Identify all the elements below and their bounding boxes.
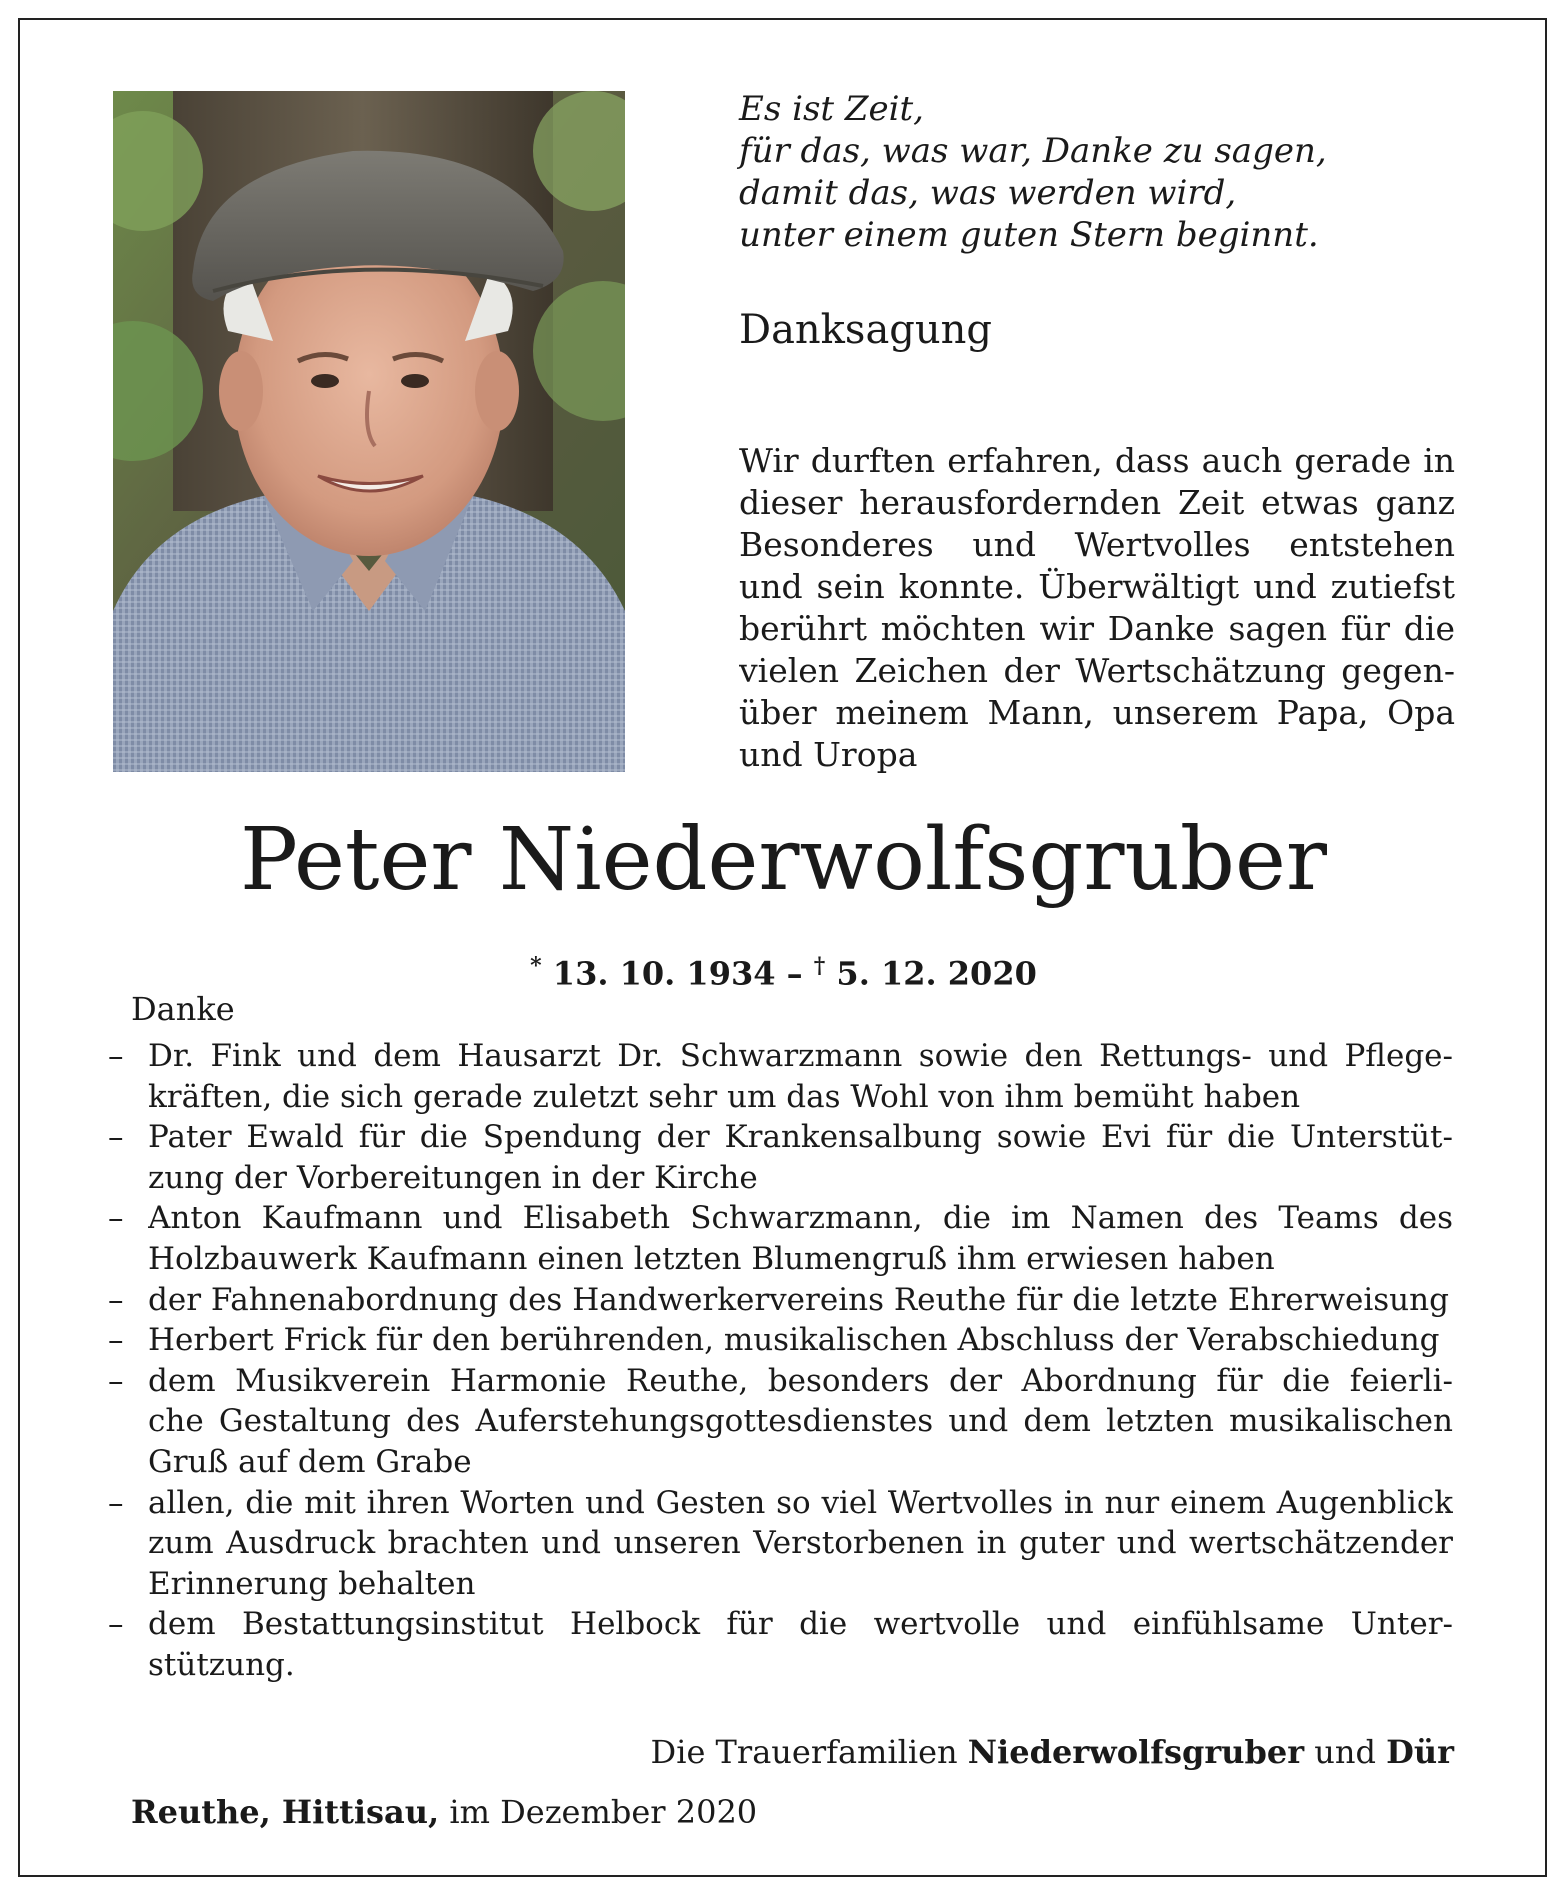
poem-line: für das, was war, Danke zu sagen, (739, 131, 1327, 171)
date-separator: – (786, 954, 803, 993)
signature-conjunction: und (1314, 1733, 1376, 1771)
thanks-line: Anton Kaufmann und Elisabeth Schwarzmann, die im Namen des Teams des (148, 1200, 1453, 1237)
intro-line: berührt möchten wir Danke sagen für die (739, 609, 1455, 648)
list-dash: – (108, 1119, 124, 1156)
thanks-line: der Fahnenabordnung des Handwerkervereins Reuthe für die letzte Ehrerweisung (148, 1281, 1449, 1318)
thanks-item (108, 1036, 1453, 1117)
thanks-item (108, 1117, 1453, 1198)
life-dates (0, 944, 1567, 996)
thanks-line: dem Musikverein Harmonie Reuthe, besonders der Abordnung für die feierli- (148, 1362, 1453, 1399)
list-dash: – (108, 1200, 124, 1237)
thanks-label: Danke (131, 990, 235, 1028)
thanks-item (108, 1320, 1453, 1361)
intro-line: vielen Zeichen der Wertschätzung gegen- (739, 651, 1455, 690)
signature (651, 1730, 1454, 1774)
poem-line: unter einem guten Stern beginnt. (739, 215, 1319, 255)
thanks-line: stützung. (148, 1646, 295, 1683)
death-date: 5. 12. 2020 (836, 954, 1037, 993)
thanks-item (108, 1280, 1453, 1321)
thanks-line: allen, die mit ihren Worten und Gesten so viel Wertvolles in nur einem Augenblick (148, 1484, 1453, 1521)
intro-line: Wir durften erfahren, dass auch gerade in (739, 441, 1455, 480)
birth-date: 13. 10. 1934 (552, 954, 776, 993)
thanks-line: Gruß auf dem Grabe (148, 1443, 472, 1480)
poem-line: Es ist Zeit, (739, 89, 924, 129)
thanks-line: Herbert Frick für den berührenden, musikalischen Abschluss der Verabschiedung (148, 1322, 1440, 1359)
thanks-line: zung der Vorbereitungen in der Kirche (148, 1159, 758, 1196)
intro-line: über meinem Mann, unserem Papa, Opa (739, 693, 1455, 732)
family-name-1: Niederwolfsgruber (967, 1733, 1305, 1771)
thanks-line: Holzbauwerk Kaufmann einen letzten Blumengruß ihm erwiesen haben (148, 1240, 1275, 1277)
list-dash: – (108, 1362, 124, 1399)
thanks-line: Erinnerung behalten (148, 1565, 476, 1602)
thanks-item (108, 1361, 1453, 1483)
thanks-line: zum Ausdruck brachten und unseren Verstorbenen in guter und wertschätzender (148, 1525, 1453, 1562)
intro-line: dieser herausfordernden Zeit etwas ganz (739, 483, 1455, 522)
death-symbol: † (813, 953, 826, 979)
thanks-item (108, 1604, 1453, 1685)
thanks-line: kräften, die sich gerade zuletzt sehr um das Wohl von ihm bemüht haben (148, 1078, 1301, 1115)
place-and-date (131, 1790, 757, 1834)
poem (739, 88, 1459, 256)
thanks-item (108, 1483, 1453, 1605)
list-dash: – (108, 1322, 124, 1359)
intro-line: und Uropa (739, 735, 918, 774)
portrait-photo (113, 91, 625, 772)
signature-prefix: Die Trauerfamilien (650, 1733, 958, 1771)
thanks-line: che Gestaltung des Auferstehungsgottesdienstes und dem letzten musikalischen (148, 1403, 1453, 1440)
poem-line: damit das, was werden wird, (739, 173, 1237, 213)
family-name-2: Dür (1386, 1733, 1454, 1771)
place-location: Reuthe, Hittisau, (131, 1793, 440, 1831)
list-dash: – (108, 1484, 124, 1521)
birth-symbol: * (530, 953, 542, 979)
thanks-line: Dr. Fink und dem Hausarzt Dr. Schwarzmann sowie den Rettungs- und Pflege- (148, 1038, 1453, 1074)
thanks-list (108, 1036, 1453, 1686)
intro-paragraph (739, 440, 1455, 776)
thanks-line: dem Bestattungsinstitut Helbock für die wertvolle und einfühlsame Unter- (148, 1606, 1453, 1643)
thanks-line: Pater Ewald für die Spendung der Krankensalbung sowie Evi für die Unterstüt- (148, 1119, 1453, 1156)
heading-danksagung: Danksagung (739, 307, 993, 353)
intro-line: und sein konnte. Überwältigt und zutiefst (739, 567, 1455, 606)
intro-line: Besonderes und Wertvolles entstehen (739, 525, 1455, 564)
list-dash: – (108, 1038, 124, 1074)
deceased-name: Peter Niederwolfsgruber (240, 810, 1327, 910)
list-dash: – (108, 1606, 124, 1643)
list-dash: – (108, 1281, 124, 1318)
thanks-item (108, 1198, 1453, 1279)
place-date: im Dezember 2020 (449, 1793, 758, 1831)
